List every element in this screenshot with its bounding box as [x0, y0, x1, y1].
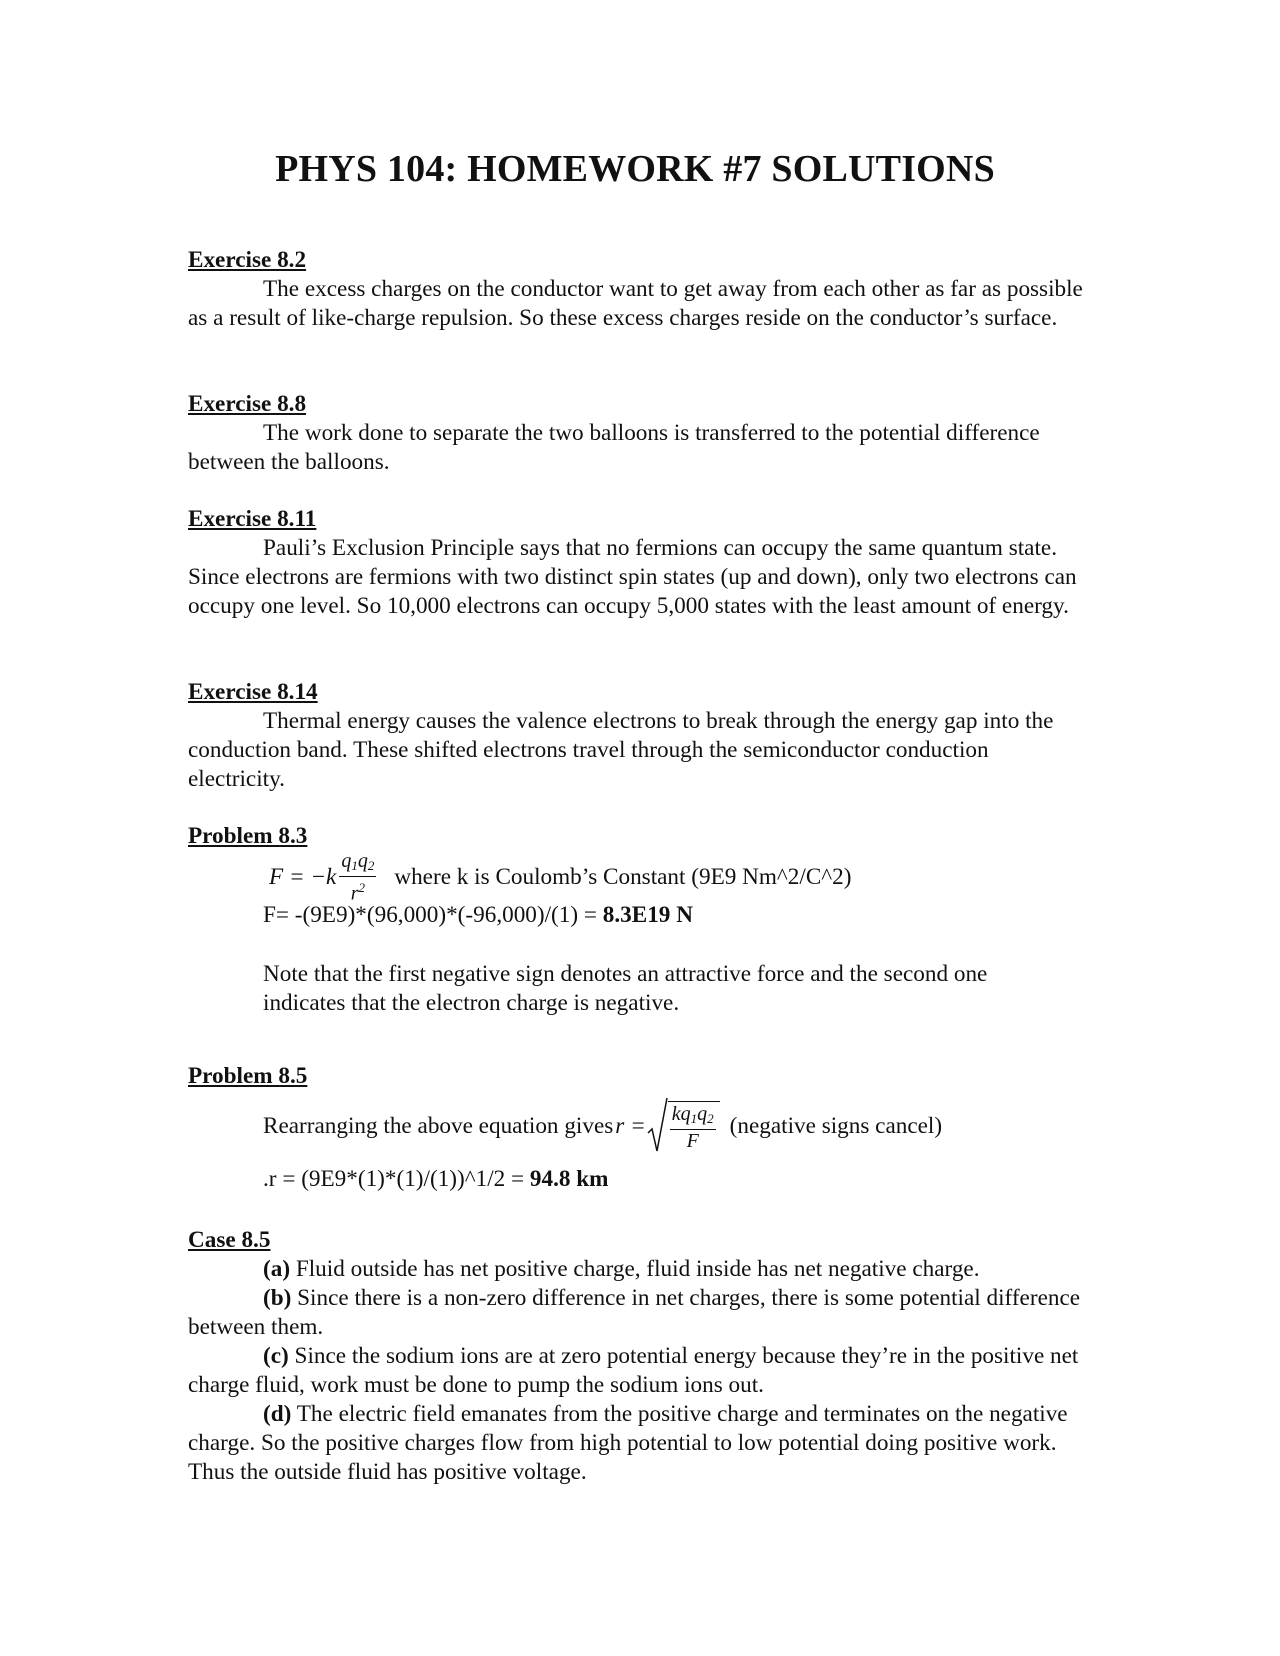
radical-sign-icon: [646, 1097, 668, 1155]
case-8-5: [188, 1226, 1088, 1487]
exercise-8-8-heading: Exercise 8.8: [188, 391, 307, 417]
problem-8-3: [188, 822, 1088, 1018]
formula-denominator: $r^2$: [350, 879, 365, 905]
square-root: [646, 1097, 720, 1155]
page-title: PHYS 104: HOMEWORK #7 SOLUTIONS: [275, 148, 995, 190]
exercise-8-14: [188, 678, 1088, 794]
formula-note: where k is Coulomb’s Constant (9E9 Nm^2/C^2): [394, 863, 852, 890]
problem-8-3-note: Note that the first negative sign denotes an attractive force and the second one indicates that the electron charge is negative.: [263, 961, 988, 1016]
case-8-5-part-b: (b) Since there is a non-zero difference in net charges, there is some potential difference between them.: [188, 1285, 1081, 1340]
formula-numerator: $q_1q_2$: [339, 851, 376, 877]
problem-8-5: [188, 1062, 1088, 1194]
exercise-8-8: [188, 390, 1088, 477]
radius-equals: r =: [615, 1112, 646, 1139]
problem-8-5-heading: Problem 8.5: [188, 1063, 308, 1089]
formula-lead-text: Rearranging the above equation gives: [263, 1112, 614, 1139]
formula-fraction: [339, 851, 376, 904]
coulomb-formula: [269, 849, 1088, 905]
exercise-8-14-text: Thermal energy causes the valence electrons to break through the energy gap into the conduction band. These shifted electrons travel through the semiconductor conduction electricity.: [188, 708, 1054, 792]
problem-8-3-heading: Problem 8.3: [188, 823, 308, 849]
problem-8-3-calculation: F= -(9E9)*(96,000)*(-96,000)/(1) = 8.3E19 N: [263, 902, 693, 928]
problem-8-5-calculation: .r = (9E9*(1)*(1)/(1))^1/2 = 94.8 km: [263, 1166, 609, 1192]
case-8-5-heading: Case 8.5: [188, 1227, 271, 1253]
radicand: [668, 1101, 720, 1151]
exercise-8-11-heading: Exercise 8.11: [188, 506, 317, 532]
formula-lhs: F = −k: [269, 863, 337, 890]
exercise-8-11-text: Pauli’s Exclusion Principle says that no fermions can occupy the same quantum state. Since electrons are fermions with two distinct spin states (up and down), only two electrons can occupy one level. So 10,000 electrons can occupy 5,000 states with the least amount of energy.: [188, 535, 1077, 619]
case-8-5-part-a: (a) Fluid outside has net positive charge, fluid inside has net negative charge.: [263, 1256, 980, 1282]
case-8-5-part-d: (d) The electric field emanates from the positive charge and terminates on the negative charge. So the positive charges flow from high potential to low potential doing positive work. Thus the outside fluid has positive voltage.: [188, 1401, 1068, 1485]
exercise-8-8-text: The work done to separate the two balloons is transferred to the potential difference between the balloons.: [188, 420, 1040, 475]
formula-after-note: (negative signs cancel): [729, 1112, 943, 1139]
problem-8-5-result: 94.8 km: [529, 1166, 609, 1192]
radius-formula: [263, 1093, 1088, 1159]
case-8-5-part-c: (c) Since the sodium ions are at zero potential energy because they’re in the positive net charge fluid, work must be done to pump the sodium ions out.: [188, 1343, 1079, 1398]
exercise-8-14-heading: Exercise 8.14: [188, 679, 318, 705]
radicand-fraction: $\frac{kq_1q_2}{F}$: [671, 1103, 714, 1152]
problem-8-3-result: 8.3E19 N: [602, 902, 693, 928]
exercise-8-11: [188, 505, 1088, 621]
exercise-8-2: [188, 246, 1088, 333]
exercise-8-2-heading: Exercise 8.2: [188, 247, 307, 273]
exercise-8-2-text: The excess charges on the conductor want to get away from each other as far as possible as a result of like-charge repulsion. So these excess charges reside on the conductor’s surface.: [188, 276, 1083, 331]
